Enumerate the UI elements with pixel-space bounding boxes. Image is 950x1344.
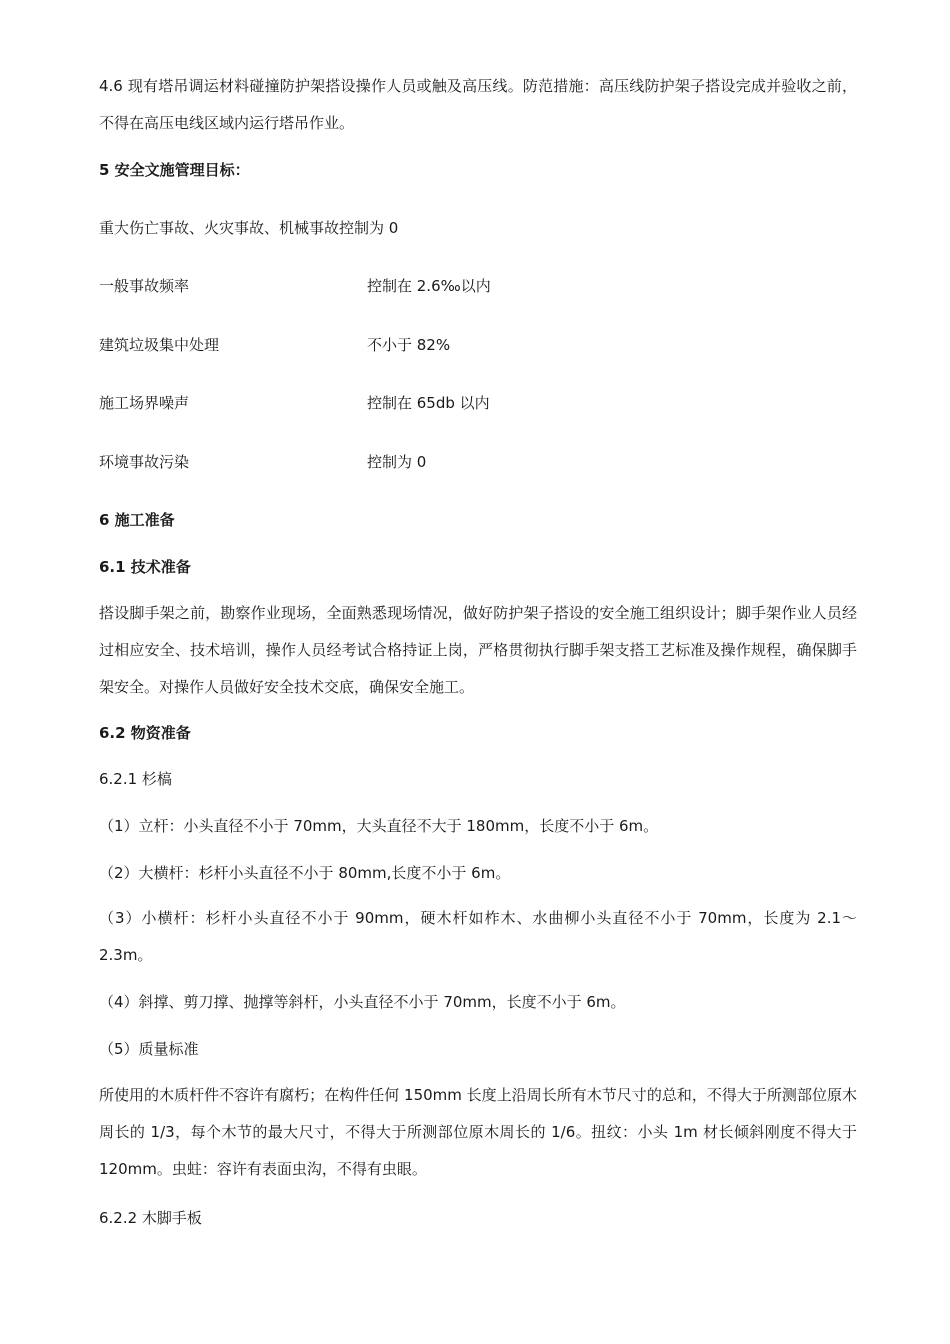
list-item: （2）大横杆：杉杆小头直径不小于 80mm,长度不小于 6m。 xyxy=(99,864,511,882)
section-6-2-2-heading: 6.2.2 木脚手板 xyxy=(99,1209,202,1227)
target-item: 施工场界噪声 xyxy=(99,394,190,412)
target-value: 控制在 65db 以内 xyxy=(367,394,490,412)
target-value: 不小于 82% xyxy=(367,336,451,354)
target-item: 建筑垃圾集中处理 xyxy=(99,336,220,354)
quality-standard-text: 所使用的木质杆件不容许有腐朽；在构件任何 150mm 长度上沿周长所有木节尺寸的总和，不得大于所测部位原木周长的 1/3，每个木节的最大尺寸，不得大于所测部位原木周长的 1/6。扭纹：小头 1m 材长倾斜刚度不得大于 120mm。虫蛀：容许有表面虫沟，不得有虫眼。 xyxy=(99,1086,857,1178)
section-6-1-heading: 6.1 技术准备 xyxy=(99,558,191,576)
section-6-2-1-heading: 6.2.1 杉槁 xyxy=(99,770,172,788)
list-item: （1）立杆：小头直径不小于 70mm，大头直径不大于 180mm，长度不小于 6m。 xyxy=(99,817,659,835)
target-row xyxy=(99,333,857,357)
section-6-heading: 6 施工准备 xyxy=(99,511,175,529)
list-item: （5）质量标准 xyxy=(99,1040,199,1058)
target-row xyxy=(99,450,857,474)
target-value: 控制在 2.6‰以内 xyxy=(367,277,491,295)
list-item: （3）小横杆：杉杆小头直径不小于 90mm，硬木杆如柞木、水曲柳小头直径不小于 70mm，长度为 2.1～2.3m。 xyxy=(99,909,857,964)
section-5-heading: 5 安全文施管理目标： xyxy=(99,161,250,179)
target-item: 环境事故污染 xyxy=(99,453,190,471)
target-item: 一般事故频率 xyxy=(99,277,190,295)
section-5-intro: 重大伤亡事故、火灾事故、机械事故控制为 0 xyxy=(99,219,399,237)
section-6-2-heading: 6.2 物资准备 xyxy=(99,724,191,742)
target-row xyxy=(99,274,857,298)
section-6-1-text: 搭设脚手架之前，勘察作业现场，全面熟悉现场情况，做好防护架子搭设的安全施工组织设计；脚手架作业人员经过相应安全、技术培训，操作人员经考试合格持证上岗，严格贯彻执行脚手架支搭工艺标准及操作规程，确保脚手架安全。对操作人员做好安全技术交底，确保安全施工。 xyxy=(99,604,857,696)
target-row xyxy=(99,391,857,415)
list-item: （4）斜撑、剪刀撑、抛撑等斜杆，小头直径不小于 70mm，长度不小于 6m。 xyxy=(99,993,626,1011)
target-value: 控制为 0 xyxy=(367,453,427,471)
paragraph-4-6: 4.6 现有塔吊调运材料碰撞防护架搭设操作人员或触及高压线。防范措施：高压线防护架子搭设完成并验收之前，不得在高压电线区域内运行塔吊作业。 xyxy=(99,77,857,132)
